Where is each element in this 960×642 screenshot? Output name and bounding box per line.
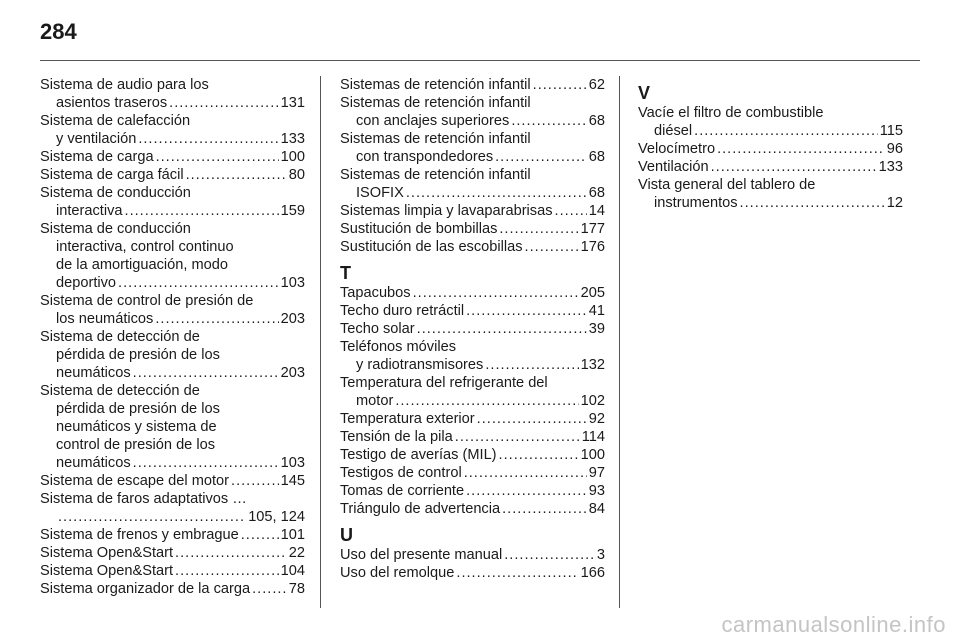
page-number: 284 [40,19,77,44]
index-entry [340,446,605,464]
dot-leader [156,148,279,166]
entry-text: Vista general del tablero de [638,177,816,193]
dot-leader [155,310,278,328]
index-entry [40,544,305,562]
entry-text: asientos traseros [56,95,168,111]
entry-text: neumáticos y sistema de [56,419,217,435]
entry-text: Sistema de frenos y embrague [40,527,239,543]
entry-text: Uso del remolque [340,565,455,581]
column-divider [619,76,620,608]
index-entry [638,176,903,212]
entry-text: Sistemas de retención infantil [340,167,531,183]
entry-text: Sistema de carga [40,149,154,165]
entry-text: Triángulo de advertencia [340,501,501,517]
index-entry [40,526,305,544]
entry-text: los neumáticos [56,311,154,327]
index-entry [340,428,605,446]
entry-text: Testigos de control [340,465,462,481]
page-ref: 68 [588,149,605,165]
page-ref: 103 [280,275,305,291]
entry-text: pérdida de presión de los [56,347,220,363]
dot-leader [58,508,246,526]
dot-leader [464,464,587,482]
index-entry [638,140,903,158]
dot-leader [499,220,578,238]
entry-text: Sistema de audio para los [40,77,209,93]
page-ref: 102 [580,393,605,409]
entry-text: Sustitución de bombillas [340,221,498,237]
section-letter: U [340,525,353,545]
entry-text: Temperatura exterior [340,411,475,427]
entry-text: Sistema de carga fácil [40,167,184,183]
entry-text: Sistema Open&Start [40,545,174,561]
entry-text: Sistema organizador de la carga [40,581,251,597]
dot-leader [175,562,279,580]
index-entry [340,500,605,518]
entry-text: Techo solar [340,321,415,337]
entry-text: Vacíe el filtro de combustible [638,105,824,121]
index-entry [340,482,605,500]
index-entry [340,220,605,238]
index-entry [340,130,605,166]
section-letter: T [340,263,351,283]
entry-text: control de presión de los [56,437,216,453]
dot-leader [485,356,578,374]
index-entry [340,284,605,302]
page-ref: 92 [588,411,605,427]
dot-leader [466,482,587,500]
entry-text: Tomas de corriente [340,483,465,499]
dot-leader [504,546,595,564]
column-divider [320,76,321,608]
page-ref: 115 [879,123,903,139]
index-entry [40,562,305,580]
entry-text: Sistema de conducción [40,221,191,237]
dot-leader [252,580,287,598]
index-entry [340,338,605,374]
index-entry [40,220,305,292]
index-entry [40,328,305,382]
entry-text: de la amortiguación, modo [56,257,228,273]
dot-leader [495,148,587,166]
entry-text: Sistema de detección de [40,383,200,399]
page-ref: 93 [588,483,605,499]
dot-leader [717,140,885,158]
page-ref: 68 [588,185,605,201]
page-ref: 96 [886,141,903,157]
index-entry [340,166,605,202]
page-ref: 97 [588,465,605,481]
page-ref: 12 [886,195,903,211]
dot-leader [466,302,587,320]
entry-text: instrumentos [654,195,738,211]
dot-leader [133,454,279,472]
page-ref: 205 [580,285,605,301]
dot-leader [395,392,578,410]
watermark: carmanualsonline.info [721,612,946,637]
page-ref: 62 [588,77,605,93]
entry-text: Tapacubos [340,285,411,301]
dot-leader [533,76,587,94]
entry-text: y ventilación [56,131,137,147]
index-entry [40,166,305,184]
dot-leader [502,500,587,518]
page-ref: 133 [878,159,903,175]
dot-leader [711,158,877,176]
index-entry [340,374,605,410]
dot-leader [740,194,885,212]
entry-text: Techo duro retráctil [340,303,465,319]
page-ref: 103 [280,455,305,471]
page-ref: 101 [280,527,305,543]
entry-text: Teléfonos móviles [340,339,456,355]
index-entry [638,158,903,176]
index-entry [340,238,605,256]
dot-leader [477,410,587,428]
entry-text: neumáticos [56,455,131,471]
index-entry [638,104,903,140]
page-ref: 39 [588,321,605,337]
index-entry [40,580,305,598]
index-entry [340,564,605,582]
page-ref: 176 [580,239,605,255]
page-ref: 80 [288,167,305,183]
page-ref: 145 [280,473,305,489]
dot-leader [241,526,279,544]
index-entry [340,202,605,220]
entry-text: Sistema de escape del motor [40,473,230,489]
entry-text: Sustitución de las escobillas [340,239,523,255]
entry-text: Sistema de detección de [40,329,200,345]
dot-leader [169,94,279,112]
entry-text: Testigo de averías (MIL) [340,447,497,463]
page-ref: 104 [280,563,305,579]
dot-leader [499,446,579,464]
index-entry [340,94,605,130]
index-entry [340,464,605,482]
dot-leader [133,364,279,382]
page-ref: 177 [580,221,605,237]
entry-text: Tensión de la pila [340,429,453,445]
dot-leader [175,544,287,562]
index-entry [40,292,305,328]
entry-text: deportivo [56,275,117,291]
page-ref: 78 [288,581,305,597]
dot-leader [694,122,878,140]
dot-leader [455,428,580,446]
dot-leader [118,274,279,292]
page-ref: 84 [588,501,605,517]
entry-text: Sistemas limpia y lavaparabrisas [340,203,553,219]
index-entry [40,382,305,472]
page-ref: 166 [580,565,605,581]
dot-leader [186,166,287,184]
page-ref: 105, 124 [248,509,305,525]
entry-text: ISOFIX [356,185,404,201]
entry-text: Ventilación [638,159,709,175]
page-ref: 159 [280,203,305,219]
entry-text: con transpondedores [356,149,494,165]
page-ref: 14 [588,203,605,219]
entry-text: Sistemas de retención infantil [340,95,531,111]
index-column-2 [340,76,605,582]
page-ref: 203 [280,311,305,327]
index-entry [40,184,305,220]
entry-text: diésel [654,123,693,139]
index-entry [340,410,605,428]
index-entry [340,546,605,564]
page-ref: 100 [580,447,605,463]
index-column-3 [638,76,903,212]
page-ref: 3 [596,547,605,563]
index-entry [40,112,305,148]
index-entry [340,76,605,94]
page-ref: 131 [280,95,305,111]
entry-text: y radiotransmisores [356,357,484,373]
entry-text: Sistema de control de presión de [40,293,254,309]
page-ref: 133 [280,131,305,147]
index-column-1 [40,76,305,598]
index-entry [40,76,305,112]
entry-text: Temperatura del refrigerante del [340,375,548,391]
entry-text: Sistema de faros adaptativos … [40,491,247,507]
page-ref: 68 [588,113,605,129]
entry-text: pérdida de presión de los [56,401,220,417]
page-ref: 22 [288,545,305,561]
entry-text: interactiva [56,203,123,219]
page-ref: 41 [588,303,605,319]
entry-text: Sistema de conducción [40,185,191,201]
entry-text: neumáticos [56,365,131,381]
entry-text: Sistema de calefacción [40,113,191,129]
dot-leader [417,320,587,338]
entry-text: Sistema Open&Start [40,563,174,579]
index-entry [40,472,305,490]
index-entry [340,320,605,338]
dot-leader [555,202,587,220]
header-rule [40,60,920,61]
dot-leader [138,130,278,148]
dot-leader [525,238,579,256]
section-letter: V [638,83,651,103]
page-ref: 100 [280,149,305,165]
dot-leader [413,284,579,302]
dot-leader [456,564,578,582]
entry-text: motor [356,393,394,409]
dot-leader [125,202,279,220]
entry-text: Uso del presente manual [340,547,503,563]
entry-text: interactiva, control continuo [56,239,234,255]
index-entry [40,490,305,526]
page-ref: 203 [280,365,305,381]
page-ref: 114 [581,429,605,445]
dot-leader [511,112,586,130]
entry-text: Sistemas de retención infantil [340,77,531,93]
entry-text: con anclajes superiores [356,113,510,129]
index-entry [340,302,605,320]
entry-text: Sistemas de retención infantil [340,131,531,147]
dot-leader [231,472,279,490]
index-entry [40,148,305,166]
page-ref: 132 [580,357,605,373]
entry-text: Velocímetro [638,141,716,157]
dot-leader [406,184,587,202]
